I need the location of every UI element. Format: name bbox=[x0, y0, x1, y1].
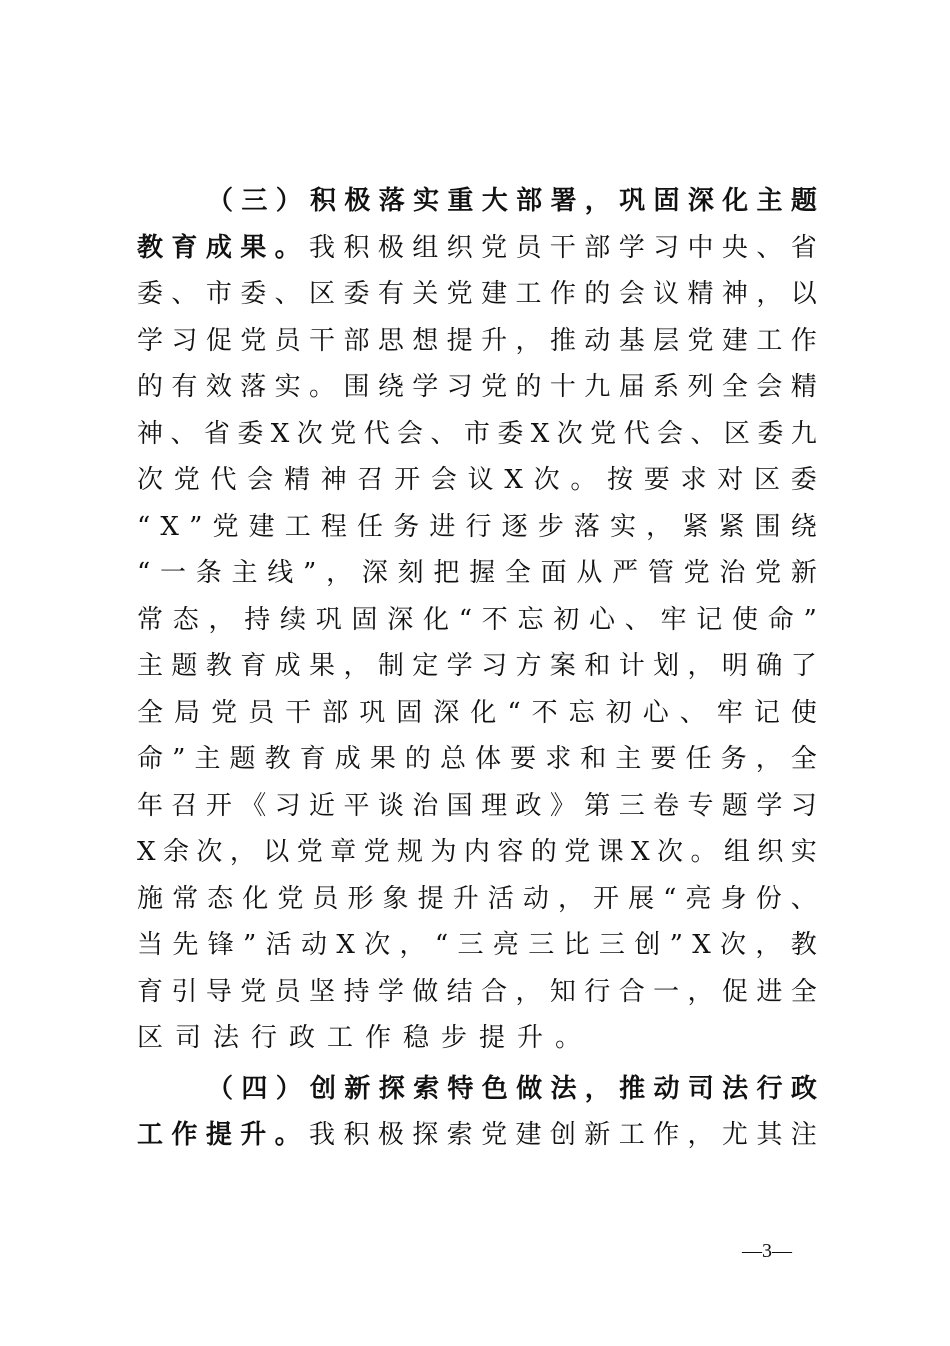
text-line: 次 党 代 会 精 神 召 开 会 议 X 次 。 按 要 求 对 区 委 bbox=[137, 465, 817, 495]
text-line: 主 题 教 育 成 果 ， 制 定 学 习 方 案 和 计 划 ， 明 确 了 bbox=[137, 651, 817, 681]
text-line: X 余 次 ， 以 党 章 党 规 为 内 容 的 党 课 X 次 。 组 织 实 bbox=[137, 837, 817, 867]
text-line: 神 、 省 委 X 次 党 代 会 、 市 委 X 次 党 代 会 、 区 委 九 bbox=[137, 418, 817, 449]
text-line: 命 ” 主 题 教 育 成 果 的 总 体 要 求 和 主 要 任 务 ， 全 bbox=[137, 744, 817, 774]
text-line: 的 有 效 落 实 。 围 绕 学 习 党 的 十 九 届 系 列 全 会 精 bbox=[137, 372, 817, 402]
text-line: 全 局 党 员 干 部 巩 固 深 化 “ 不 忘 初 心 、 牢 记 使 bbox=[137, 697, 817, 728]
text-line: （ 四 ） 创 新 探 索 特 色 做 法 ， 推 动 司 法 行 政 bbox=[207, 1073, 817, 1104]
paragraph bbox=[137, 1066, 817, 1159]
paragraph bbox=[137, 178, 817, 1062]
text-line: 委 、 市 委 、 区 委 有 关 党 建 工 作 的 会 议 精 神 ， 以 bbox=[137, 279, 817, 309]
page-number: —3— bbox=[742, 1240, 792, 1262]
text-line: 施 常 态 化 党 员 形 象 提 升 活 动 ， 开 展 “ 亮 身 份 、 bbox=[137, 883, 817, 914]
text-line: “ X ” 党 建 工 程 任 务 进 行 逐 步 落 实 ， 紧 紧 围 绕 bbox=[137, 511, 817, 542]
document-body bbox=[137, 178, 817, 1159]
text-line: 学 习 促 党 员 干 部 思 想 提 升 ， 推 动 基 层 党 建 工 作 bbox=[137, 325, 817, 356]
text-line: 区司法行政工作稳步提升。 bbox=[137, 1023, 594, 1053]
text-line: 当 先 锋 ” 活 动 X 次 ， “ 三 亮 三 比 三 创 ” X 次 ， 教 bbox=[137, 930, 817, 960]
text-line: （ 三 ） 积 极 落 实 重 大 部 署 ， 巩 固 深 化 主 题 bbox=[207, 186, 817, 216]
text-line: 常 态 ， 持 续 巩 固 深 化 “ 不 忘 初 心 、 牢 记 使 命 ” bbox=[137, 604, 817, 635]
text-line: 工 作 提 升 。 我 积 极 探 索 党 建 创 新 工 作 ， 尤 其 注 bbox=[137, 1120, 817, 1150]
text-line: “ 一 条 主 线 ” ， 深 刻 把 握 全 面 从 严 管 党 治 党 新 bbox=[137, 558, 817, 588]
text-line: 育 引 导 党 员 坚 持 学 做 结 合 ， 知 行 合 一 ， 促 进 全 bbox=[137, 976, 817, 1007]
text-line: 教 育 成 果 。 我 积 极 组 织 党 员 干 部 学 习 中 央 、 省 bbox=[137, 232, 817, 263]
text-line: 年 召 开 《 习 近 平 谈 治 国 理 政 》 第 三 卷 专 题 学 习 bbox=[137, 790, 817, 821]
